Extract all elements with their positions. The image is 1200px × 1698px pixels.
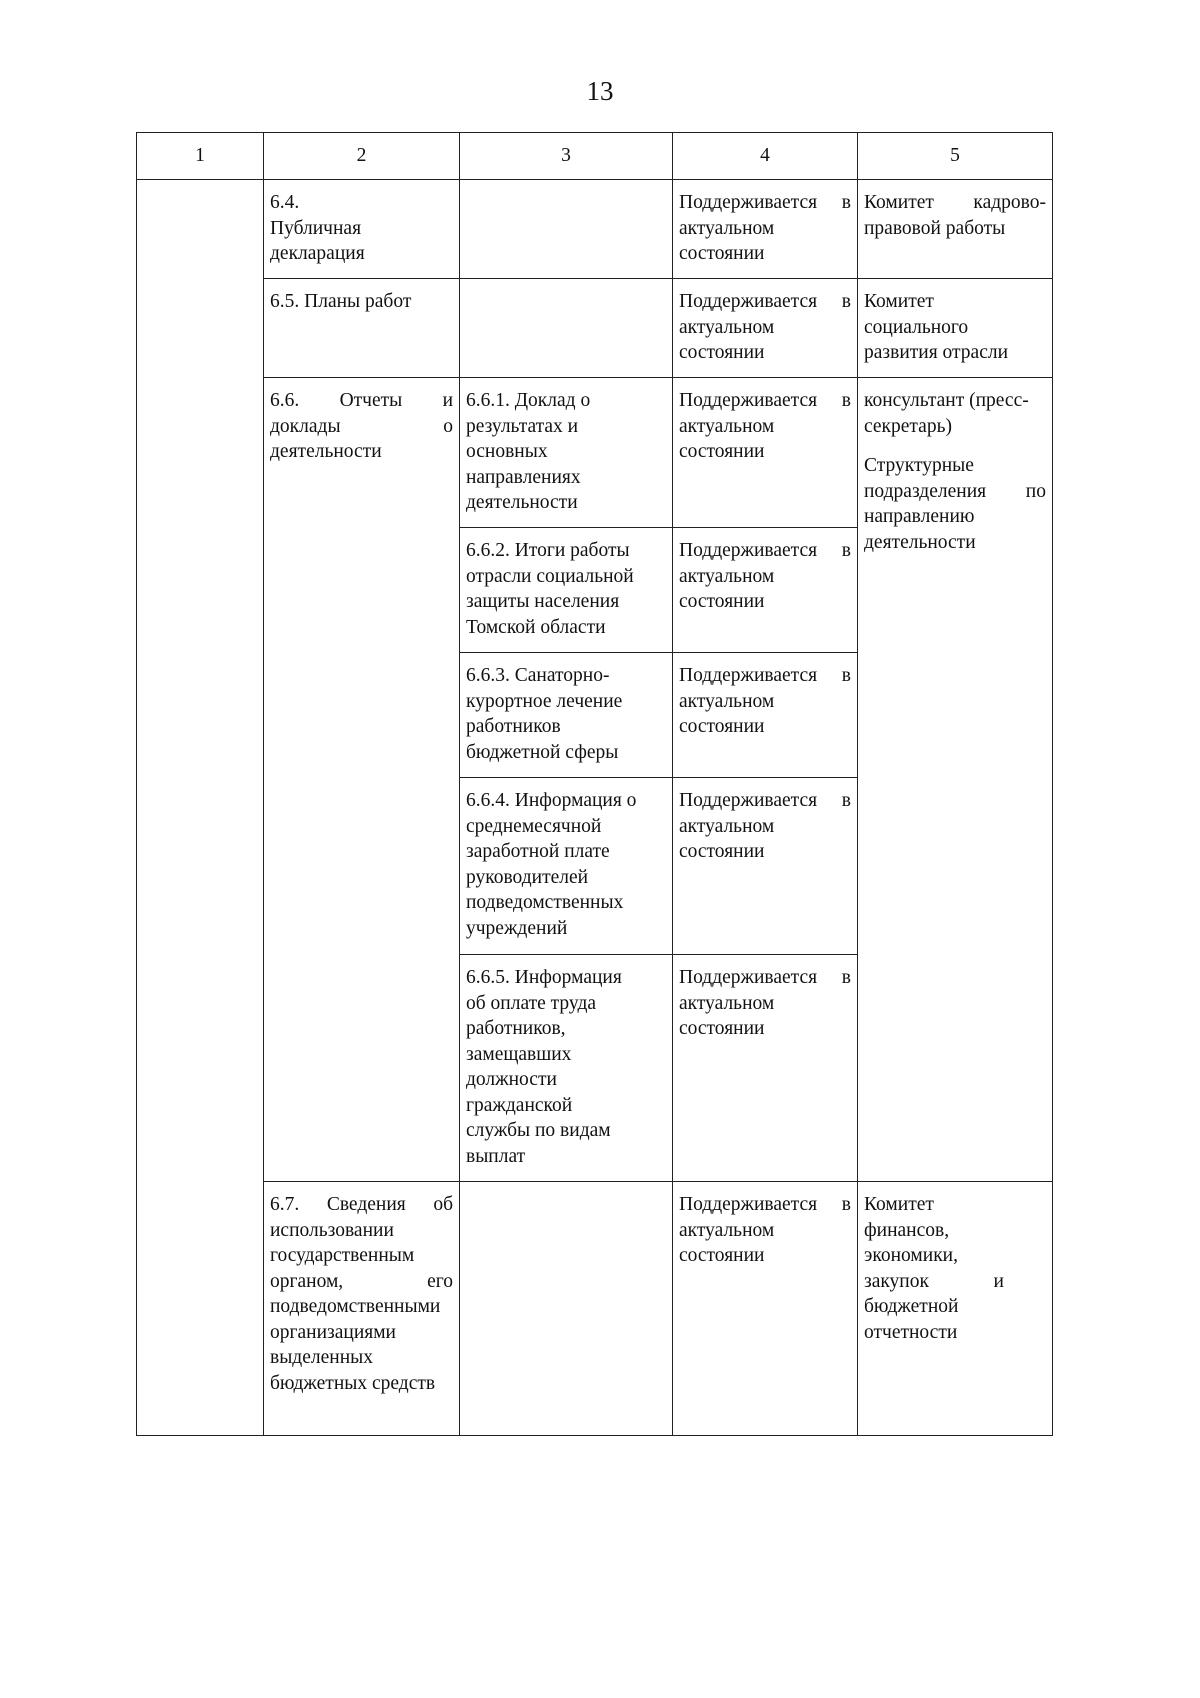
column-header-1: 1 xyxy=(137,133,264,180)
item-6-7-responsible: Комитет финансов, экономики, закупок и бюджетной отчетности xyxy=(858,1182,1053,1436)
column-header-4: 4 xyxy=(673,133,858,180)
item-6-6-title: 6.6. Отчеты и доклады о деятельности xyxy=(264,378,460,1182)
item-6-5-subitem xyxy=(460,279,673,378)
item-6-6-1-status: Поддерживается в актуальном состоянии xyxy=(673,378,858,528)
column-header-5: 5 xyxy=(858,133,1053,180)
item-6-4-responsible: Комитет кадрово-правовой работы xyxy=(858,180,1053,279)
item-6-6-3-status: Поддерживается в актуальном состоянии xyxy=(673,653,858,778)
document-table xyxy=(136,132,1053,1436)
table-row-6-7 xyxy=(137,1182,1053,1436)
table-row-6-4 xyxy=(137,180,1053,279)
item-6-6-responsible xyxy=(858,378,1053,1182)
item-6-4-title: 6.4. Публичная декларация xyxy=(264,180,460,279)
item-6-7-status: Поддерживается в актуальном состоянии xyxy=(673,1182,858,1436)
item-6-6-1-subitem: 6.6.1. Доклад о результатах и основных направлениях деятельности xyxy=(460,378,673,528)
item-6-6-5-status: Поддерживается в актуальном состоянии xyxy=(673,955,858,1182)
item-6-6-4-subitem: 6.6.4. Информация о среднемесячной заработной плате руководителей подведомственных учреждений xyxy=(460,778,673,955)
table-row-6-6-1 xyxy=(137,378,1053,528)
item-6-6-responsible-divisions: Структурные подразделения по направлению деятельности xyxy=(864,455,1046,553)
item-6-5-responsible: Комитет социального развития отрасли xyxy=(858,279,1053,378)
item-6-6-4-status: Поддерживается в актуальном состоянии xyxy=(673,778,858,955)
page-number: 13 xyxy=(586,76,614,106)
item-6-6-5-subitem: 6.6.5. Информация об оплате труда работников, замещавших должности гражданской службы по видам выплат xyxy=(460,955,673,1182)
item-6-5-status: Поддерживается в актуальном состоянии xyxy=(673,279,858,378)
table-row-6-5 xyxy=(137,279,1053,378)
item-6-6-responsible-consultant: консультант (пресс-секретарь) xyxy=(864,390,1029,437)
column-1-cell xyxy=(137,180,264,1436)
item-6-6-2-status: Поддерживается в актуальном состоянии xyxy=(673,528,858,653)
item-6-7-subitem xyxy=(460,1182,673,1436)
column-header-2: 2 xyxy=(264,133,460,180)
item-6-4-status: Поддерживается в актуальном состоянии xyxy=(673,180,858,279)
item-6-7-title: 6.7. Сведения об использовании государственным органом, его подведомственными организациями выделенных бюджетных средств xyxy=(264,1182,460,1436)
item-6-5-title: 6.5. Планы работ xyxy=(264,279,460,378)
column-header-3: 3 xyxy=(460,133,673,180)
item-6-6-3-subitem: 6.6.3. Санаторно-курортное лечение работников бюджетной сферы xyxy=(460,653,673,778)
table-header-row xyxy=(137,133,1053,180)
item-6-4-subitem xyxy=(460,180,673,279)
item-6-6-2-subitem: 6.6.2. Итоги работы отрасли социальной защиты населения Томской области xyxy=(460,528,673,653)
